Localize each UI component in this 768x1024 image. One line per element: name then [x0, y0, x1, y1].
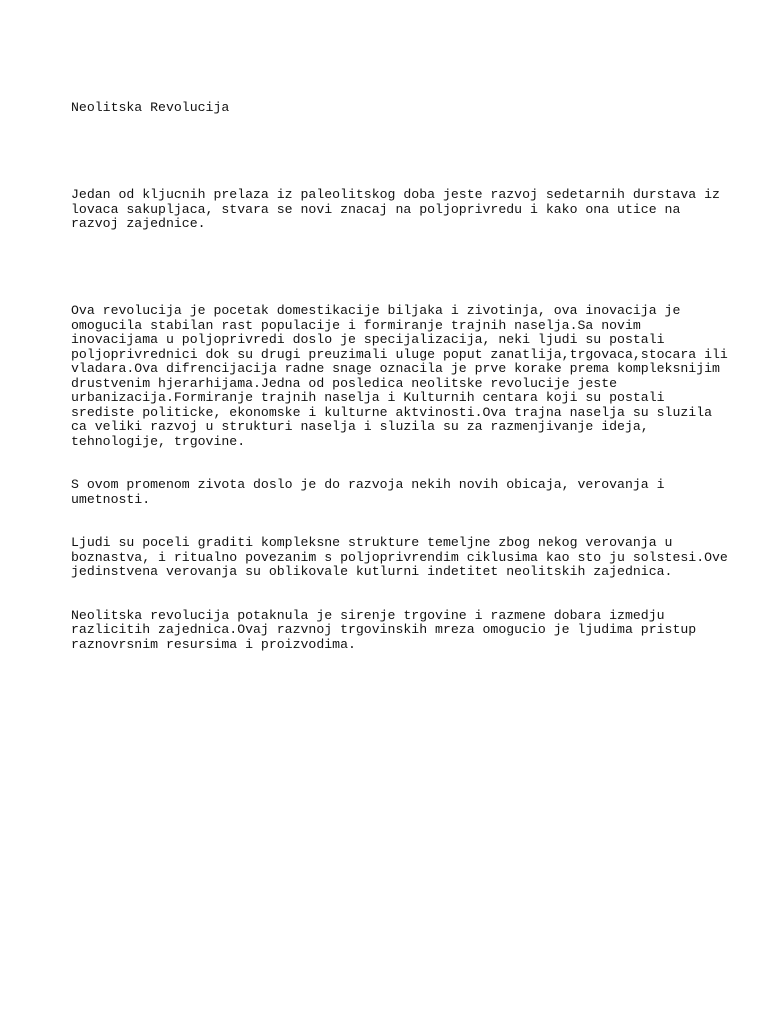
paragraph-spacer — [71, 145, 731, 160]
paragraph-beliefs: Ljudi su poceli graditi kompleksne strukture temeljne zbog nekog verovanja u boznastva, i ritualno povezanim s poljoprivrendim ciklusima kao sto ju solstesi.Ove jedinstvena verovanja su oblikovale kutlurni indetitet neolitskih zajednica. — [71, 535, 728, 579]
paragraph-spacer — [71, 261, 731, 276]
paragraph-trade: Neolitska revolucija potaknula je sirenje trgovine i razmene dobara izmedju razlicitih zajednica.Ovaj razvnoj trgovinskih mreza omogucio je ljudima pristup raznovrsnim resursima i proizvodima. — [71, 607, 697, 652]
paragraph-intro: Jedan od kljucnih prelaza iz paleolitskog doba jeste razvoj sedetarnih durstava iz lovaca sakupljaca, stvara se novi znacaj na poljoprivredu i kako ona utice na razvoj zajednice. — [71, 187, 720, 231]
document-title: Neolitska Revolucija — [71, 100, 230, 115]
paragraph-revolution: Ova revolucija je pocetak domestikacije biljaka i zivotinja, ova inovacija je omogucila stabilan rast populacije i formiranje trajnih naselja.Sa novim inovacijama u poljoprivredi doslo je specijalizacija, neki ljudi su postali poljoprivrednici dok su drugi preuzimali uluge poput zanatlija,trgovaca,stocara ili vladara.Ova difrencijacija radne snage oznacila je prve korake prema kompleksnijim drustvenim hjerarhijama.Jedna od posledica neolitske revolucije jeste urbanizacija.Formiranje trajnih naselja i Kulturnih centara koji su postali srediste politicke, ekonomske i kulturne aktvinosti.Ova trajna naselja su sluzila ca veliki razvoj u strukturi naselja i sluzila su za razmenjivanje ideja, tehnologije, trgovine. — [71, 303, 728, 449]
paragraph-customs: S ovom promenom zivota doslo je do razvoja nekih novih obicaja, verovanja i umetnosti. — [71, 477, 665, 507]
document-body — [71, 72, 731, 681]
